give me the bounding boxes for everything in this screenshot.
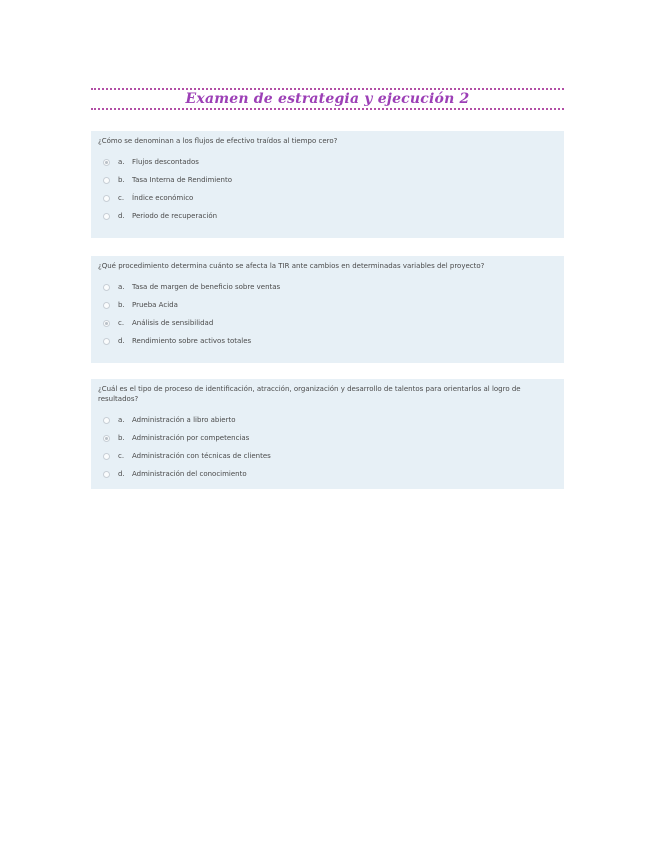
title-banner [91, 88, 564, 110]
radio-button[interactable] [103, 213, 110, 220]
answer-option[interactable] [98, 411, 557, 429]
option-letter: b. [118, 434, 125, 442]
option-letter: d. [118, 337, 125, 345]
option-letter: a. [118, 416, 125, 424]
option-letter: a. [118, 283, 125, 291]
radio-button[interactable] [103, 417, 110, 424]
radio-button[interactable] [103, 159, 110, 166]
answer-option[interactable] [98, 429, 557, 447]
option-label: Tasa Interna de Rendimiento [132, 176, 233, 184]
option-label: Tasa de margen de beneficio sobre ventas [132, 283, 281, 291]
radio-button[interactable] [103, 177, 110, 184]
option-letter: c. [118, 194, 125, 202]
question-text: ¿Qué procedimiento determina cuánto se afecta la TIR ante cambios en determinadas variables del proyecto? [98, 262, 485, 270]
answer-option[interactable] [98, 465, 557, 483]
answer-option[interactable] [98, 171, 557, 189]
option-label: Flujos descontados [132, 158, 199, 166]
radio-button[interactable] [103, 302, 110, 309]
radio-button[interactable] [103, 435, 110, 442]
answer-option[interactable] [98, 278, 557, 296]
option-label: Análisis de sensibilidad [132, 319, 214, 327]
radio-button[interactable] [103, 320, 110, 327]
answer-option[interactable] [98, 314, 557, 332]
question-card-2 [91, 256, 564, 363]
option-letter: c. [118, 319, 125, 327]
option-letter: c. [118, 452, 125, 460]
option-letter: b. [118, 176, 125, 184]
question-text: ¿Cuál es el tipo de proceso de identificación, atracción, organización y desarrollo de talentos para orientarlos al logro de resultados? [98, 385, 521, 403]
question-card-1 [91, 131, 564, 238]
answer-option[interactable] [98, 153, 557, 171]
answer-option[interactable] [98, 332, 557, 350]
radio-button[interactable] [103, 195, 110, 202]
radio-button[interactable] [103, 338, 110, 345]
page-title: Examen de estrategia y ejecución 2 [185, 91, 470, 107]
option-label: Administración con técnicas de clientes [132, 452, 271, 460]
radio-button[interactable] [103, 284, 110, 291]
answer-option[interactable] [98, 447, 557, 465]
option-label: Administración a libro abierto [132, 416, 236, 424]
option-label: Índice económico [132, 194, 194, 202]
option-letter: d. [118, 470, 125, 478]
answer-option[interactable] [98, 207, 557, 225]
option-label: Prueba Acida [132, 301, 178, 309]
answer-option[interactable] [98, 296, 557, 314]
option-label: Administración por competencias [132, 434, 250, 442]
option-label: Rendimiento sobre activos totales [132, 337, 252, 345]
radio-button[interactable] [103, 453, 110, 460]
radio-button[interactable] [103, 471, 110, 478]
question-card-3 [91, 379, 564, 489]
question-text: ¿Cómo se denominan a los flujos de efectivo traídos al tiempo cero? [98, 137, 338, 145]
option-label: Periodo de recuperación [132, 212, 218, 220]
option-letter: b. [118, 301, 125, 309]
answer-option[interactable] [98, 189, 557, 207]
option-letter: a. [118, 158, 125, 166]
option-label: Administración del conocimiento [132, 470, 247, 478]
option-letter: d. [118, 212, 125, 220]
